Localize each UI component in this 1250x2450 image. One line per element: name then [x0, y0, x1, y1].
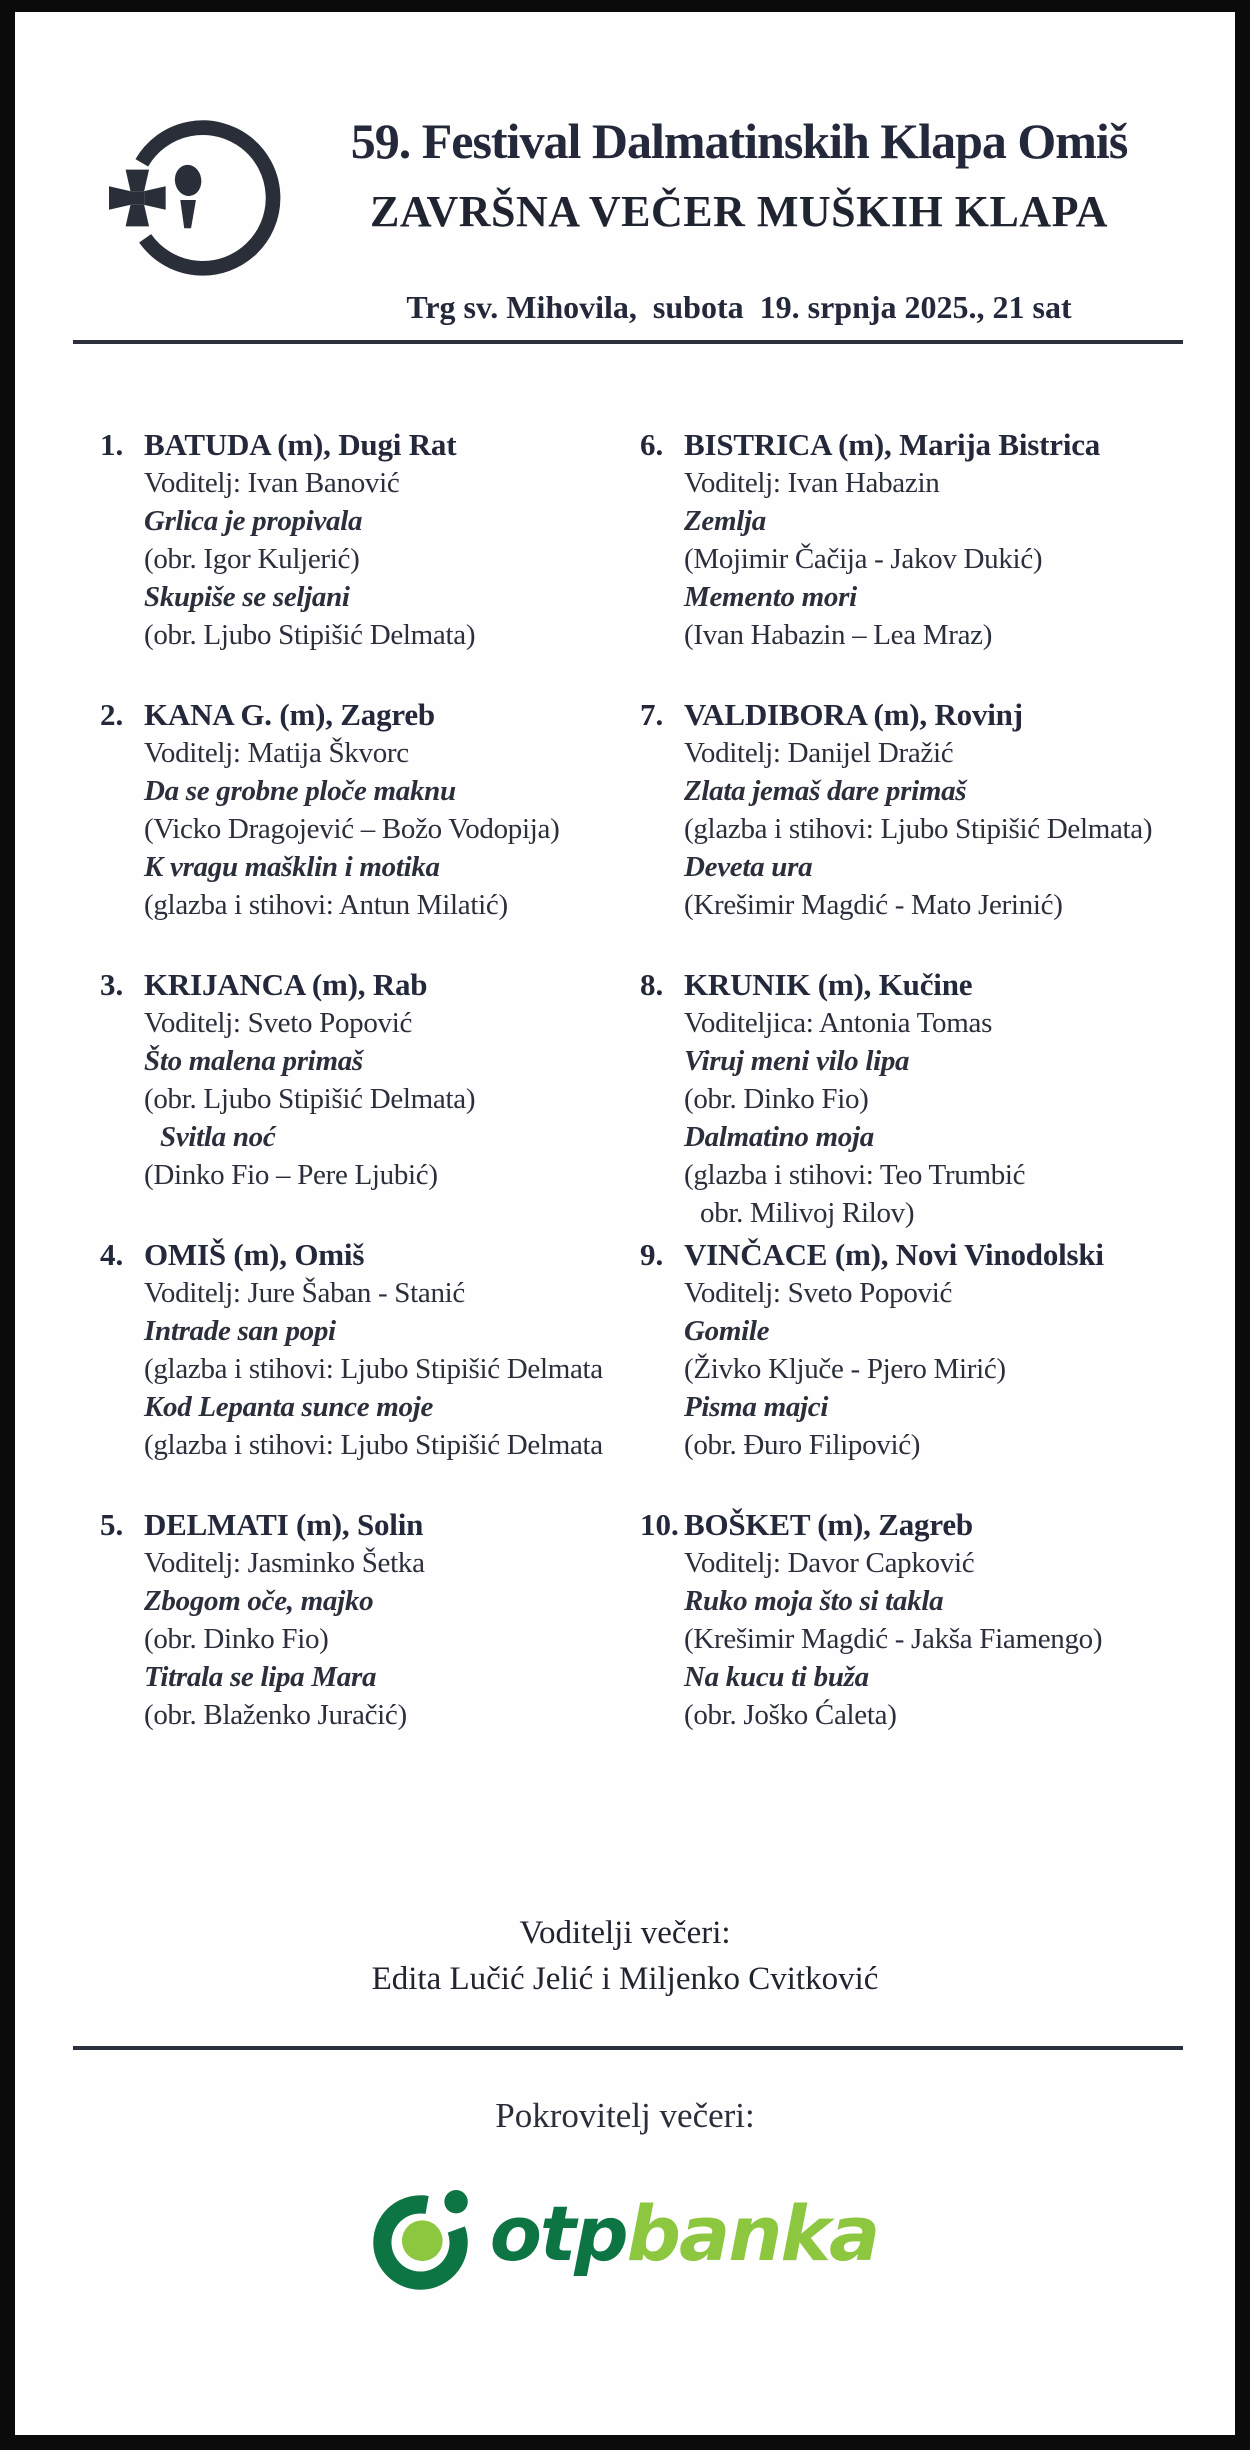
programme-entry: [100, 426, 640, 696]
entry-leader: Voditelj: Matija Škvorc: [144, 737, 409, 769]
sponsor-label: Pokrovitelj večeri:: [495, 2096, 755, 2135]
entry-body: [144, 426, 640, 654]
entry-body: [144, 1506, 640, 1734]
song-credit: (obr. Joško Ćaleta): [684, 1699, 897, 1731]
song-credit: (Vicko Dragojević – Božo Vodopija): [144, 813, 560, 845]
song-title: K vragu mašklin i motika: [144, 851, 440, 883]
venue-date-line: Trg sv. Mihovila, subota 19. srpnja 2025., 21 sat: [406, 289, 1072, 325]
entry-number: 2.: [100, 697, 124, 732]
entry-name: VALDIBORA (m), Rovinj: [684, 697, 1023, 732]
entry-number: 6.: [640, 427, 664, 462]
song-credit: (Mojimir Čačija - Jakov Dukić): [684, 543, 1043, 575]
song-credit: (glazba i stihovi: Ljubo Stipišić Delmata: [144, 1429, 603, 1461]
entry-number: 7.: [640, 697, 664, 732]
entry-leader: Voditelj: Davor Capković: [684, 1547, 975, 1579]
programme-entries: [100, 426, 1235, 1776]
song-credit: (obr. Blaženko Juračić): [144, 1699, 407, 1731]
entry-name: VINČACE (m), Novi Vinodolski: [684, 1237, 1104, 1272]
footer-divider: [73, 2046, 1183, 2050]
song-credit: (Ivan Habazin – Lea Mraz): [684, 619, 993, 651]
song-credit: (Dinko Fio – Pere Ljubić): [144, 1159, 438, 1191]
sponsor-logo: [15, 2178, 1235, 2300]
song-title: Skupiše se seljani: [144, 581, 350, 613]
song-title: Ruko moja što si takla: [684, 1585, 944, 1617]
entry-number: 5.: [100, 1507, 124, 1542]
programme-entry: [640, 426, 1180, 696]
song-title: Zemlja: [684, 505, 766, 537]
page-subtitle: ZAVRŠNA VEČER MUŠKIH KLAPA: [370, 187, 1108, 236]
entry-leader: Voditelj: Sveto Popović: [684, 1277, 953, 1309]
song-title: Dalmatino moja: [684, 1121, 874, 1153]
entry-body: [684, 966, 1180, 1232]
entry-number: 4.: [100, 1237, 124, 1272]
sponsor-wordmark-otp: otp: [489, 2189, 627, 2278]
programme-entry: [640, 1506, 1180, 1776]
song-credit: (glazba i stihovi: Ljubo Stipišić Delmata): [684, 813, 1153, 845]
entry-name: OMIŠ (m), Omiš: [144, 1237, 365, 1272]
song-title: Grlica je propivala: [144, 505, 363, 537]
column-left: [100, 426, 640, 1776]
page-title: 59. Festival Dalmatinskih Klapa Omiš: [350, 113, 1128, 169]
entry-body: [684, 1506, 1180, 1734]
programme-entry: [100, 696, 640, 966]
song-credit: (obr. Ljubo Stipišić Delmata): [144, 1083, 476, 1115]
entry-body: [684, 696, 1180, 924]
entry-name: DELMATI (m), Solin: [144, 1507, 424, 1542]
entry-body: [144, 966, 640, 1194]
song-title: Da se grobne ploče maknu: [144, 775, 456, 807]
cross-microphone-ring-icon: [103, 114, 283, 282]
song-title: Na kucu ti buža: [684, 1661, 869, 1693]
column-right: [640, 426, 1180, 1776]
song-credit: (glazba i stihovi: Ljubo Stipišić Delmata: [144, 1353, 603, 1385]
entry-leader: Voditelj: Ivan Habazin: [684, 467, 940, 499]
song-title: Pisma majci: [684, 1391, 829, 1423]
programme-entry: [100, 1506, 640, 1776]
entry-name: BOŠKET (m), Zagreb: [684, 1507, 973, 1542]
entry-leader: Voditelj: Ivan Banović: [144, 467, 400, 499]
song-credit: (obr. Igor Kuljerić): [144, 543, 360, 575]
entry-name: KANA G. (m), Zagreb: [144, 697, 435, 732]
programme-entry: [100, 966, 640, 1236]
song-title: Gomile: [684, 1315, 770, 1347]
header-divider: [73, 340, 1183, 344]
entry-leader: Voditelj: Jasminko Šetka: [144, 1547, 425, 1579]
hosts-block: [15, 1910, 1235, 2002]
entry-number: 8.: [640, 967, 664, 1002]
song-credit: (obr. Ljubo Stipišić Delmata): [144, 619, 476, 651]
entry-number: 10.: [640, 1507, 679, 1542]
entry-name: BATUDA (m), Dugi Rat: [144, 427, 457, 462]
otp-bank-emblem-icon: [372, 2178, 476, 2300]
song-title: Viruj meni vilo lipa: [684, 1045, 910, 1077]
song-title: Svitla noć: [160, 1121, 276, 1153]
song-title: Zlata jemaš dare primaš: [684, 775, 967, 807]
entry-number: 1.: [100, 427, 124, 462]
entry-body: [684, 1236, 1180, 1464]
entry-body: [684, 426, 1180, 654]
song-title: Deveta ura: [684, 851, 813, 883]
entry-leader: Voditelj: Danijel Dražić: [684, 737, 954, 769]
entry-number: 3.: [100, 967, 124, 1002]
programme-entry: [640, 1236, 1180, 1506]
song-title: Memento mori: [684, 581, 857, 613]
song-title: Što malena primaš: [144, 1045, 363, 1077]
entry-name: KRIJANCA (m), Rab: [144, 967, 428, 1002]
song-credit: (glazba i stihovi: Teo Trumbić: [684, 1159, 1026, 1191]
entry-name: BISTRICA (m), Marija Bistrica: [684, 427, 1101, 462]
entry-leader: Voditelj: Jure Šaban - Stanić: [144, 1277, 465, 1309]
hosts-names: Edita Lučić Jelić i Miljenko Cvitković: [371, 1961, 879, 1997]
song-credit: (obr. Đuro Filipović): [684, 1429, 921, 1461]
entry-leader: Voditeljica: Antonia Tomas: [684, 1007, 993, 1039]
sponsor-wordmark: [489, 2189, 879, 2282]
entry-number: 9.: [640, 1237, 664, 1272]
song-credit: (glazba i stihovi: Antun Milatić): [144, 889, 508, 921]
song-title: Zbogom oče, majko: [144, 1585, 374, 1617]
entry-body: [144, 1236, 640, 1464]
song-credit: (Živko Ključe - Pjero Mirić): [684, 1353, 1006, 1385]
song-credit: (obr. Dinko Fio): [684, 1083, 869, 1115]
festival-logo: [103, 114, 283, 326]
song-title: Kod Lepanta sunce moje: [144, 1391, 434, 1423]
sponsor-wordmark-banka: banka: [626, 2189, 879, 2278]
programme-entry: [640, 696, 1180, 966]
header-text: [283, 112, 1205, 326]
song-credit: obr. Milivoj Rilov): [700, 1197, 915, 1229]
song-credit: (obr. Dinko Fio): [144, 1623, 329, 1655]
hosts-label: Voditelji večeri:: [519, 1915, 731, 1951]
header: [15, 12, 1235, 326]
programme-entry: [100, 1236, 640, 1506]
song-credit: (Krešimir Magdić - Mato Jerinić): [684, 889, 1063, 921]
entry-body: [144, 696, 640, 924]
entry-leader: Voditelj: Sveto Popović: [144, 1007, 413, 1039]
programme-page: [15, 12, 1235, 2435]
song-credit: (Krešimir Magdić - Jakša Fiamengo): [684, 1623, 1103, 1655]
programme-entry: [640, 966, 1180, 1236]
song-title: Intrade san popi: [144, 1315, 336, 1347]
song-title: Titrala se lipa Mara: [144, 1661, 377, 1693]
entry-name: KRUNIK (m), Kučine: [684, 967, 973, 1002]
